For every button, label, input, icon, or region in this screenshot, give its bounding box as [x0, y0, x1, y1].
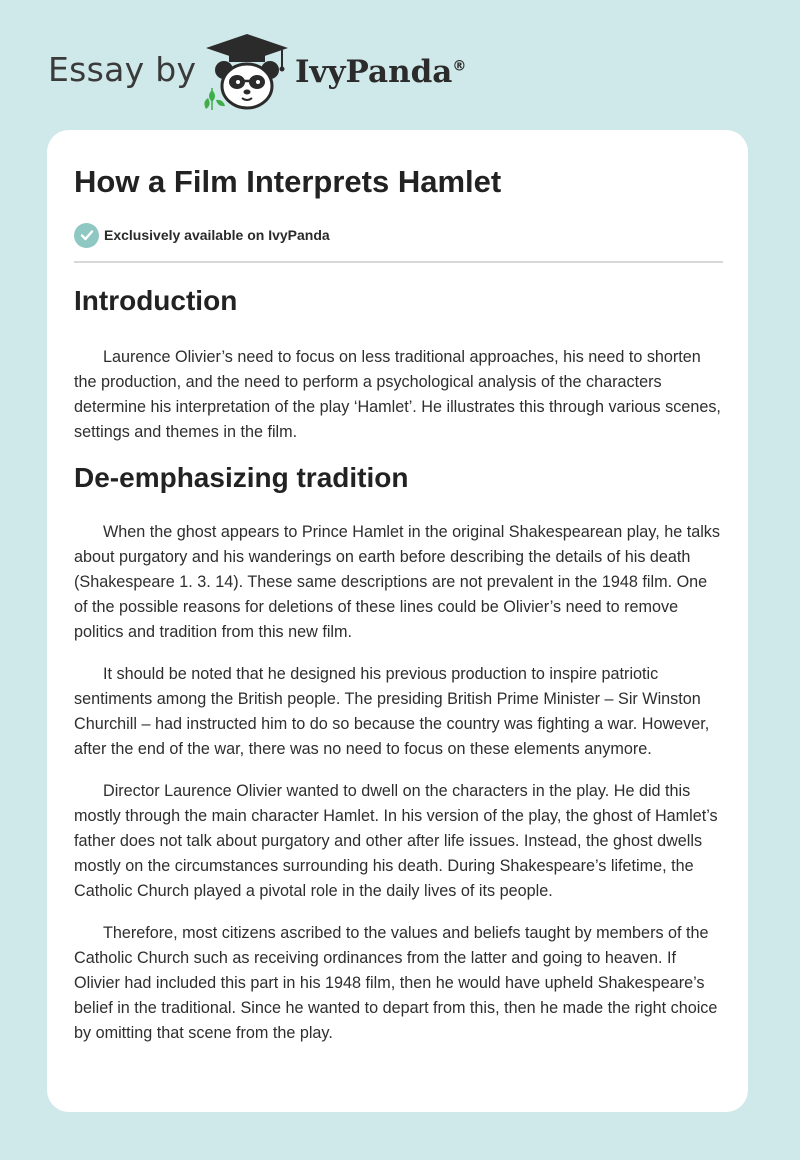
section-heading-de-emphasizing-tradition: De-emphasizing tradition	[74, 462, 409, 493]
paragraph: Laurence Olivier’s need to focus on less traditional approaches, his need to shorten the production, and the need to perform a psychological analysis of the characters determine his interpretation of the play ‘Hamlet’. He illustrates this through various scenes, settings and themes in the film.	[74, 348, 721, 441]
check-circle-icon	[74, 223, 99, 248]
panda-graduate-icon	[202, 32, 292, 112]
exclusive-badge	[74, 222, 330, 248]
essay-card	[47, 130, 748, 1112]
section-heading-introduction: Introduction	[74, 285, 238, 316]
exclusive-badge-label: Exclusively available on IvyPanda	[104, 227, 330, 243]
essay-by-label: Essay by	[48, 50, 197, 89]
paragraph: Director Laurence Olivier wanted to dwell on the characters in the play. He did this mostly through the main character Hamlet. In his version of the play, the ghost of Hamlet’s father does not talk about purgatory and other after life issues. Instead, the ghost dwells mostly on the circumstances surrounding his death. During Shakespeare’s lifetime, the Catholic Church played a pivotal role in the daily lives of its people.	[74, 782, 718, 900]
registered-mark: ®	[452, 58, 467, 75]
essay-body	[74, 280, 724, 1046]
brand-name[interactable]: IvyPanda®	[295, 54, 467, 90]
paragraph: It should be noted that he designed his previous production to inspire patriotic sentiments among the British people. The presiding British Prime Minister – Sir Winston Churchill – had instructed him to do so because the country was fighting a war. However, after the end of the war, there was no need to focus on these elements anymore.	[74, 665, 710, 758]
page-title: How a Film Interprets Hamlet	[74, 164, 502, 199]
divider	[74, 261, 723, 263]
paragraph: Therefore, most citizens ascribed to the values and beliefs taught by members of the Catholic Church such as receiving ordinances from the latter and going to heaven. If Olivier had included this part in his 1948 film, then he would have upheld Shakespeare’s belief in the traditional. Since he wanted to depart from this, then he made the right choice by omitting that scene from the play.	[74, 924, 718, 1042]
paragraph: When the ghost appears to Prince Hamlet in the original Shakespearean play, he talks about purgatory and his wanderings on earth before describing the details of his death (Shakespeare 1. 3. 14). These same descriptions are not prevalent in the 1948 film. One of the possible reasons for deletions of these lines could be Olivier’s need to remove politics and tradition from this new film.	[74, 523, 720, 641]
site-header	[48, 28, 508, 118]
